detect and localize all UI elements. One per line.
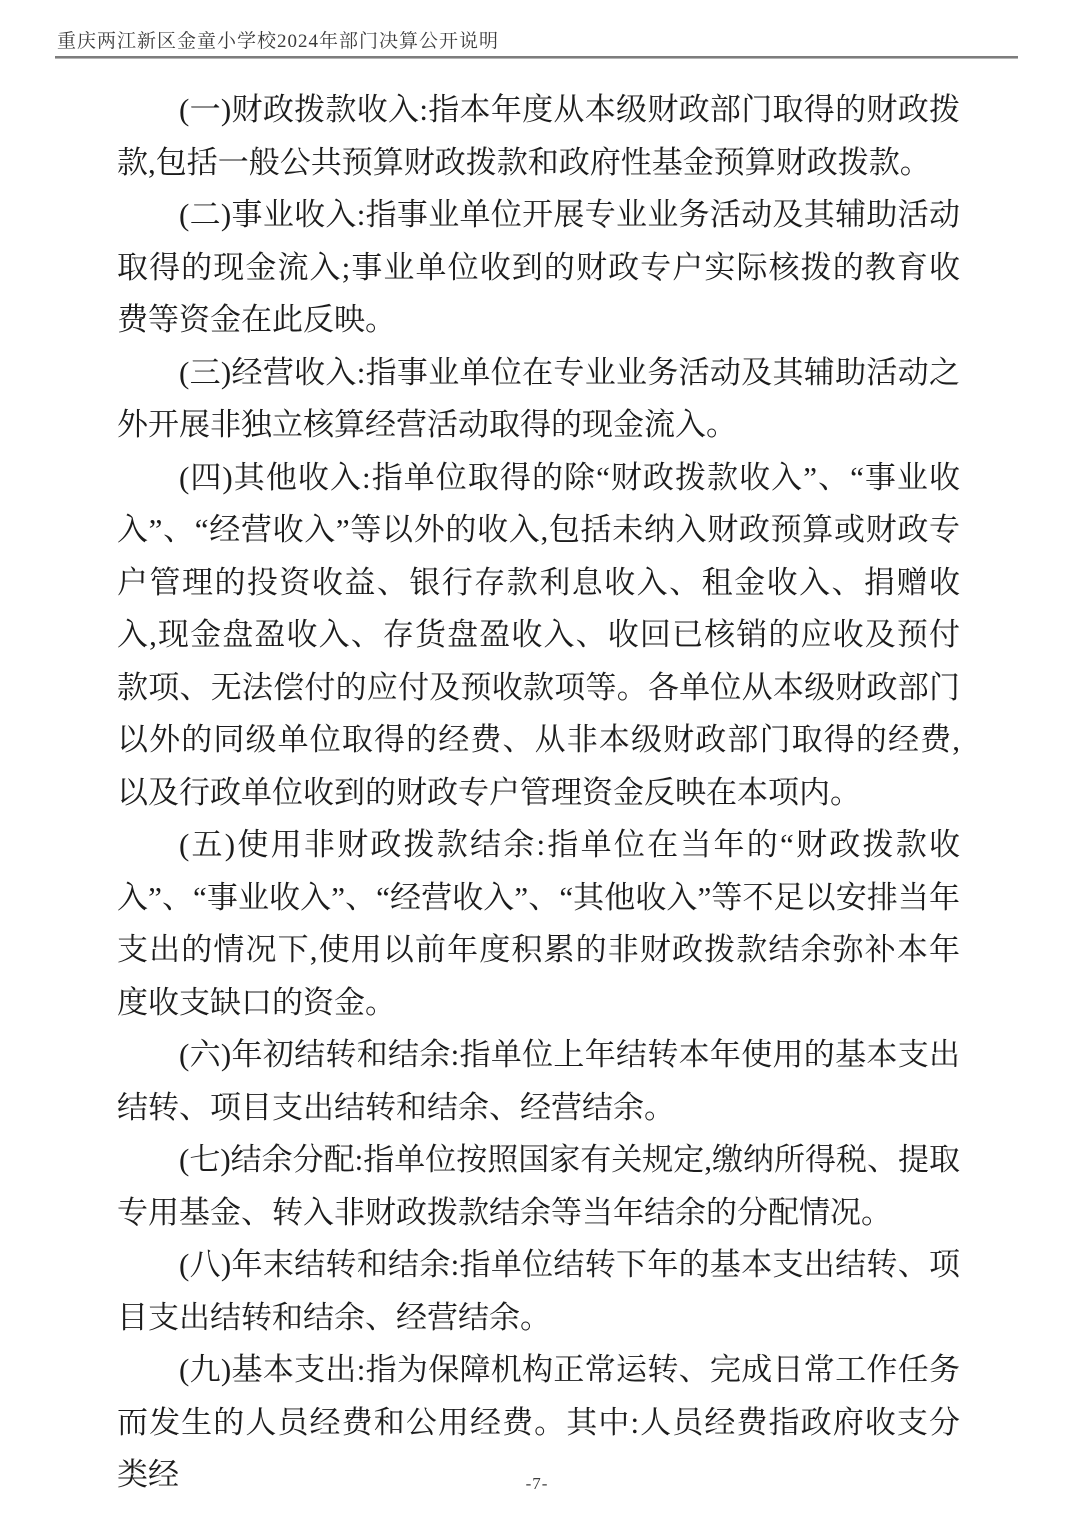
paragraph-7-surplus-distribution: (七)结余分配:指单位按照国家有关规定,缴纳所得税、提取专用基金、转入非财政拨款结余等当年结余的分配情况。: [117, 1142, 961, 1230]
paragraph-8-year-end-carryover: (八)年末结转和结余:指单位结转下年的基本支出结转、项目支出结转和结余、经营结余。: [117, 1247, 960, 1335]
document-header-title: 重庆两江新区金童小学校2024年部门决算公开说明: [57, 31, 500, 52]
page-footer: [0, 1474, 1074, 1494]
paragraph-1-fiscal-appropriation-income: (一)财政拨款收入:指本年度从本级财政部门取得的财政拨款,包括一般公共预算财政拨款和政府性基金预算财政拨款。: [117, 92, 960, 180]
paragraph-6-beginning-year-carryover: (六)年初结转和结余:指单位上年结转本年使用的基本支出结转、项目支出结转和结余、经营结余。: [117, 1037, 960, 1125]
paragraph-3-operating-income: (三)经营收入:指事业单位在专业业务活动及其辅助活动之外开展非独立核算经营活动取得的现金流入。: [117, 354, 960, 442]
header-divider-rule: [55, 56, 1018, 59]
paragraph-4-other-income: (四)其他收入:指单位取得的除“财政拨款收入”、“事业收入”、“经营收入”等以外的收入,包括未纳入财政预算或财政专户管理的投资收益、银行存款利息收入、租金收入、捐赠收入,现金盘盈收入、存货盘盈收入、收回已核销的应收及预付款项、无法偿付的应付及预收款项等。各单位从本级财政部门以外的同级单位取得的经费、从非本级财政部门取得的经费,以及行政单位收到的财政专户管理资金反映在本项内。: [117, 459, 960, 810]
paragraph-2-business-income: (二)事业收入:指事业单位开展专业业务活动及其辅助活动取得的现金流入;事业单位收到的财政专户实际核拨的教育收费等资金在此反映。: [117, 197, 960, 337]
paragraph-9-basic-expenditure: (九)基本支出:指为保障机构正常运转、完成日常工作任务而发生的人员经费和公用经费。其中:人员经费指政府收支分类经: [117, 1352, 960, 1492]
paragraph-5-use-of-non-fiscal-surplus: (五)使用非财政拨款结余:指单位在当年的“财政拨款收入”、“事业收入”、“经营收入”、“其他收入”等不足以安排当年支出的情况下,使用以前年度积累的非财政拨款结余弥补本年度收支缺口的资金。: [117, 827, 960, 1020]
page-number: -7-: [525, 1474, 549, 1493]
document-body: [117, 84, 960, 1502]
page-header: [57, 26, 1018, 53]
